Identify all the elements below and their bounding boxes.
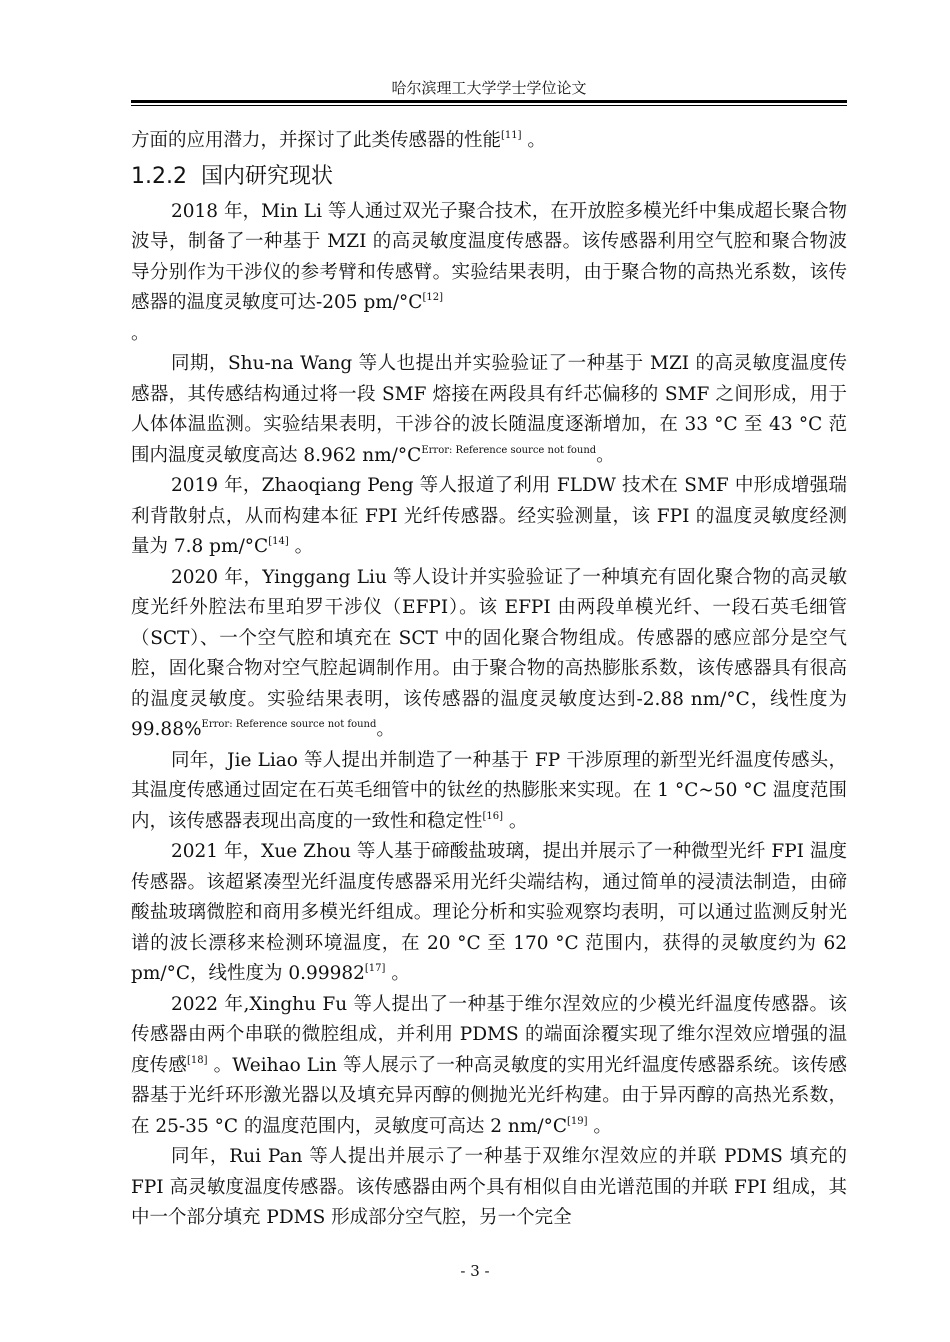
header-rule-thin [131, 105, 847, 106]
paragraph-text-continued: 。Weihao Lin 等人展示了一种高灵敏度的实用光纤温度传感器系统。该传感器基于光纤环形激光器以及填充异丙醇的侧抛光光纤构建。由于异丙醇的高热光系数，在 25-35 °C 的温度范围内，灵敏度可高达 2 nm/°C [131, 1054, 847, 1137]
paragraph-tail: 。 [521, 130, 546, 151]
paragraph-2019 [131, 471, 847, 563]
citation: [17] [364, 963, 386, 974]
section-number: 1.2.2 [131, 163, 187, 189]
paragraph-text: 2020 年，Yinggang Liu 等人设计并实验验证了一种填充有固化聚合物的高灵敏度光纤外腔法布里珀罗干涉仪（EFPI）。该 EFPI 由两段单模光纤、一段石英毛细管（SCT）、一个空气腔和填充在 SCT 中的固化聚合物组成。传感器的感应部分是空气腔，固化聚合物对空气腔起调制作用。由于聚合物的高热膨胀系数，该传感器具有很高的温度灵敏度。实验结果表明，该传感器的温度灵敏度达到-2.88 nm/°C，线性度为 99.88% [131, 566, 847, 740]
paragraph-text: 2019 年，Zhaoqiang Peng 等人报道了利用 FLDW 技术在 SMF 中形成增强瑞利背散射点，从而构建本征 FPI 光纤传感器。经实验测量，该 FPI 的温度灵敏度经测量为 7.8 pm/°C [131, 475, 847, 557]
page-number: - 3 - [460, 1262, 490, 1280]
paragraph-tail: 。 [288, 536, 314, 557]
paragraph-tail: 。 [503, 810, 528, 832]
header-rule-thick [131, 100, 847, 103]
paragraph-rui-pan [131, 1142, 847, 1234]
paragraph-text: 2022 年,Xinghu Fu 等人提出了一种基于维尔涅效应的少模光纤温度传感器。该传感器由两个串联的微腔组成，并利用 PDMS 的端面涂覆实现了维尔涅效应增强的温度传感 [131, 993, 847, 1076]
paragraph-jie-liao [131, 746, 847, 838]
citation-error: Error: Reference source not found [421, 444, 597, 456]
citation: [14] [268, 536, 289, 547]
paragraph-text: 同期，Shu-na Wang 等人也提出并实验验证了一种基于 MZI 的高灵敏度温度传感器，其传感结构通过将一段 SMF 熔接在两段具有纤芯偏移的 SMF 之间形成，用于人体体温监测。实验结果表明，干涉谷的波长随温度逐渐增加，在 33 °C 至 43 °C 范围内温度灵敏度高达 8.962 nm/°C [131, 353, 847, 466]
paragraph-tail: 。 [596, 444, 615, 466]
citation: [18] [187, 1054, 208, 1066]
citation: [16] [482, 810, 504, 822]
paragraph-shu-na-wang [131, 349, 847, 471]
paragraph-text: 同年，Rui Pan 等人提出并展示了一种基于双维尔涅效应的并联 PDMS 填充的 FPI 高灵敏度温度传感器。该传感器由两个具有相似自由光谱范围的并联 FPI 组成，其中一个部分填充 PDMS 形成部分空气腔，另一个完全 [131, 1146, 847, 1228]
paragraph-2018 [131, 197, 847, 350]
citation-error: Error: Reference source not found [201, 719, 377, 730]
citation: [11] [501, 130, 522, 141]
header-title: 哈尔滨理工大学学士学位论文 [391, 79, 587, 97]
paragraph-2020 [131, 563, 847, 746]
paragraph-continuation [131, 126, 847, 157]
paragraph-2021 [131, 837, 847, 990]
paragraph-text: 方面的应用潜力，并探讨了此类传感器的性能 [131, 130, 502, 151]
paragraph-text: 2021 年，Xue Zhou 等人基于碲酸盐玻璃，提出并展示了一种微型光纤 FPI 温度传感器。该超紧凑型光纤温度传感器采用光纤尖端结构，通过简单的浸渍法制造，由碲酸盐玻璃微腔和商用多模光纤组成。理论分析和实验观察均表明，可以通过监测反射光谱的波长漂移来检测环境温度，在 20 °C 至 170 °C 范围内，获得的灵敏度约为 62 pm/°C，线性度为 0.99982 [131, 841, 847, 984]
page-header [131, 78, 847, 108]
paragraph-tail: 。 [587, 1115, 612, 1137]
section-title: 国内研究现状 [200, 163, 333, 189]
paragraph-tail: 。 [131, 322, 150, 344]
paragraph-tail: 。 [385, 963, 410, 984]
paragraph-2022 [131, 990, 847, 1143]
paragraph-text: 2018 年，Min Li 等人通过双光子聚合技术，在开放腔多模光纤中集成超长聚合物波导，制备了一种基于 MZI 的高灵敏度温度传感器。该传感器利用空气腔和聚合物波导分别作为干涉仪的参考臂和传感臂。实验结果表明，由于聚合物的高热光系数，该传感器的温度灵敏度可达-205 pm/°C [131, 200, 847, 313]
paragraph-text: 同年，Jie Liao 等人提出并制造了一种基于 FP 干涉原理的新型光纤温度传感头，其温度传感通过固定在石英毛细管中的钛丝的热膨胀来实现。在 1 °C~50 °C 温度范围内，该传感器表现出高度的一致性和稳定性 [131, 749, 847, 832]
citation: [12] [422, 292, 443, 303]
section-heading [131, 157, 847, 197]
citation: [19] [567, 1115, 588, 1127]
paragraph-tail: 。 [376, 719, 395, 740]
page-body [131, 126, 847, 1234]
